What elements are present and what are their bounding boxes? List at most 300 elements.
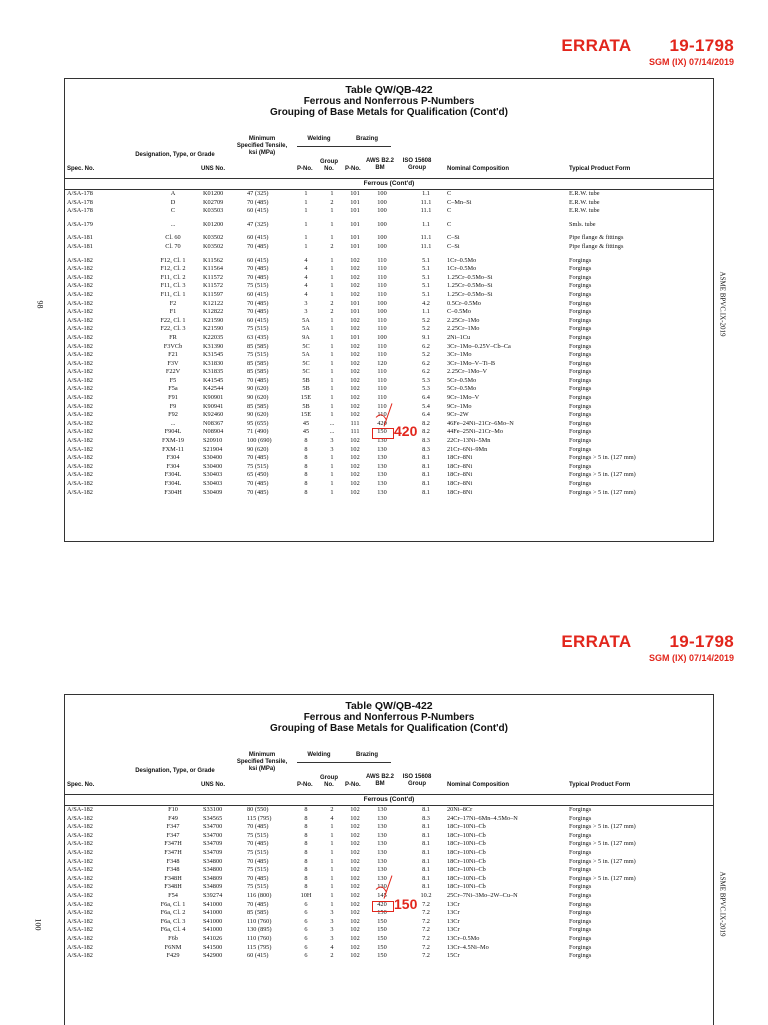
aws-bm: 110 <box>377 351 387 359</box>
uns-no: K31835 <box>203 368 224 376</box>
braze-pno-col-header: P-No. <box>345 166 361 172</box>
aws-bm: 100 <box>377 234 387 242</box>
iso-group: 5.1 <box>422 290 430 298</box>
tensile-col-header: Minimum Specified Tensile, ksi (MPa) <box>236 752 288 772</box>
uns-no: S34809 <box>203 883 223 891</box>
spec-no: A/SA-182 <box>67 806 93 813</box>
uns-no: S41000 <box>203 917 223 925</box>
aws-bm: 100 <box>377 308 387 316</box>
p-no: 4 <box>304 273 308 281</box>
aws-bm-corrected: 150 <box>377 428 387 436</box>
p-no: 4 <box>304 290 308 298</box>
group-no: 1 <box>330 190 334 197</box>
group-no: 1 <box>330 316 334 324</box>
aws-bm: 130 <box>377 874 387 882</box>
braze-p-no: 102 <box>350 265 360 273</box>
spec-no: A/SA-182 <box>67 891 93 899</box>
product-form: Forgings > 5 in. (127 mm) <box>569 857 636 865</box>
p-no: 8 <box>304 445 308 453</box>
braze-p-no: 102 <box>350 952 360 960</box>
nominal-col-header: Nominal Composition <box>447 166 509 172</box>
uns-no: K42544 <box>203 385 224 393</box>
p-no: 8 <box>304 814 308 822</box>
nominal-composition: 2.25Cr–1Mo <box>447 316 480 324</box>
aws-bm: 110 <box>377 385 387 393</box>
uns-no: K92460 <box>203 411 224 419</box>
product-form: Forgings <box>569 376 592 384</box>
aws-bm: 130 <box>377 857 387 865</box>
tensile: 70 (485) <box>247 840 269 848</box>
group-no: 1 <box>330 207 334 215</box>
correction-strike <box>65 79 713 541</box>
group-no: 1 <box>330 359 334 367</box>
tensile: 115 (795) <box>247 943 272 951</box>
aws-bm: 100 <box>377 299 387 307</box>
braze-p-no: 102 <box>350 831 360 839</box>
group-no: 2 <box>330 952 334 960</box>
tensile: 71 (490) <box>247 428 269 436</box>
tensile: 70 (485) <box>247 480 269 487</box>
iso-group: 8.1 <box>422 806 430 813</box>
aws-bm: 130 <box>377 823 387 831</box>
nominal-composition: C <box>447 207 452 215</box>
p-no: 8 <box>304 883 308 891</box>
braze-p-no: 102 <box>350 806 360 813</box>
uns-no: K31830 <box>203 359 224 367</box>
group-no: 1 <box>330 848 334 856</box>
designation: F348 <box>166 866 180 874</box>
iso-group: 5.2 <box>422 316 430 324</box>
uns-no: K01200 <box>203 220 224 228</box>
iso-group: 8.1 <box>422 840 430 848</box>
uns-no: S34709 <box>203 840 223 848</box>
p-no: 5A <box>302 316 310 324</box>
aws-bm: 110 <box>377 265 387 273</box>
nominal-composition: 18Cr–10Ni–Cb <box>447 874 486 882</box>
side-running-text: ASME BPVC.IX-2019 <box>718 271 727 337</box>
spec-no: A/SA-182 <box>67 874 93 882</box>
iso-col-header: ISO 15608 Group <box>402 774 432 787</box>
p-no: 4 <box>304 256 308 264</box>
braze-p-no: 102 <box>350 342 360 350</box>
tensile: 75 (515) <box>247 351 269 359</box>
group-col-header: Group No. <box>320 775 338 788</box>
product-form: Forgings > 5 in. (127 mm) <box>569 874 636 882</box>
braze-p-no: 102 <box>350 256 360 264</box>
designation: F348H <box>164 883 182 891</box>
nominal-composition: 13Cr <box>447 909 460 917</box>
group-no: 1 <box>330 368 334 376</box>
uns-no: S33100 <box>203 806 223 813</box>
spec-no: A/SA-182 <box>67 385 93 393</box>
table-title: Table QW/QB-422 Ferrous and Nonferrous P-Numbers Grouping of Base Metals for Qualification (Cont'd) <box>270 700 508 734</box>
iso-group: 1.1 <box>422 308 430 316</box>
product-form: Forgings <box>569 806 592 813</box>
uns-no: K12122 <box>203 299 224 307</box>
group-no: 1 <box>330 891 334 899</box>
tensile: 60 (415) <box>247 290 269 298</box>
spec-no: A/SA-181 <box>67 234 93 242</box>
iso-group: 11.1 <box>420 234 432 242</box>
tensile: 90 (620) <box>247 385 269 393</box>
uns-no: S41000 <box>203 900 223 908</box>
errata-header-1 <box>561 36 734 67</box>
group-no: ... <box>329 428 335 436</box>
uns-no: N08904 <box>203 428 224 436</box>
iso-group: 5.1 <box>422 282 430 290</box>
side-running-text: ASME BPVC.IX-2019 <box>718 871 727 937</box>
braze-p-no: 102 <box>350 351 360 359</box>
spec-no: A/SA-182 <box>67 926 93 934</box>
nominal-composition: C <box>447 220 452 228</box>
tensile: 90 (620) <box>247 445 269 453</box>
product-form: Forgings <box>569 831 592 839</box>
spec-no: A/SA-178 <box>67 198 93 206</box>
page-number: 98 <box>35 300 45 309</box>
product-form: E.R.W. tube <box>569 198 600 206</box>
braze-p-no: 101 <box>350 220 360 228</box>
spec-no: A/SA-182 <box>67 325 93 333</box>
spec-no: A/SA-182 <box>67 290 93 298</box>
p-no: 8 <box>304 866 308 874</box>
aws-bm: 100 <box>377 220 387 228</box>
braze-p-no: 102 <box>350 411 360 419</box>
product-form: Forgings > 5 in. (127 mm) <box>569 840 636 848</box>
p-no: 6 <box>304 952 308 960</box>
designation: F22V <box>165 368 181 376</box>
group-no: 1 <box>330 290 334 298</box>
spec-no: A/SA-182 <box>67 437 93 445</box>
group-no: 1 <box>330 402 334 410</box>
designation: FXM-19 <box>161 437 185 445</box>
designation: F347H <box>164 840 182 848</box>
group-no: 2 <box>330 242 334 250</box>
aws-bm: 150 <box>377 909 387 917</box>
tensile: 75 (515) <box>247 883 269 891</box>
group-no: 1 <box>330 823 334 831</box>
p-no: 15E <box>300 394 312 402</box>
group-no: 1 <box>330 256 334 264</box>
group-no: 2 <box>330 198 334 206</box>
braze-p-no: 102 <box>350 273 360 281</box>
group-no: 3 <box>330 445 334 453</box>
p-no: 6 <box>304 943 308 951</box>
designation: F6a, Cl. 1 <box>160 900 186 908</box>
nominal-composition: C <box>447 190 452 197</box>
p-no: 8 <box>304 857 308 865</box>
nominal-composition: 1Cr–0.5Mo <box>447 265 477 273</box>
uns-no: K03503 <box>203 207 224 215</box>
uns-no: K90941 <box>203 402 224 410</box>
nominal-composition: 18Cr–10Ni–Cb <box>447 857 486 865</box>
designation: F304 <box>166 454 180 462</box>
product-col-header: Typical Product Form <box>569 166 631 172</box>
p-no: 1 <box>304 242 308 250</box>
designation: F304 <box>166 462 180 470</box>
uns-no: S30403 <box>203 480 223 487</box>
iso-group: 5.1 <box>422 256 430 264</box>
tensile: 70 (485) <box>247 823 269 831</box>
p-no: 8 <box>304 840 308 848</box>
aws-bm: 130 <box>377 437 387 445</box>
product-col-header: Typical Product Form <box>569 782 631 788</box>
p-no: 6 <box>304 900 308 908</box>
pno-col-header: P-No. <box>297 166 313 172</box>
uns-no: S34700 <box>203 823 223 831</box>
errata-label: ERRATA <box>561 36 632 55</box>
iso-group: 8.1 <box>422 866 430 874</box>
product-form: Forgings <box>569 333 592 341</box>
group-no: 1 <box>330 325 334 333</box>
product-form: Forgings > 5 in. (127 mm) <box>569 823 636 831</box>
iso-group: 7.2 <box>422 917 430 925</box>
group-no: 4 <box>330 814 334 822</box>
designation: F11, Cl. 1 <box>160 290 186 298</box>
iso-group: 8.1 <box>422 462 430 470</box>
braze-p-no: 101 <box>350 242 360 250</box>
iso-group: 5.2 <box>422 351 430 359</box>
nominal-composition: 1.25Cr–0.5Mo–Si <box>447 273 493 281</box>
iso-group: 8.1 <box>422 480 430 487</box>
braze-p-no: 102 <box>350 900 360 908</box>
group-no: 1 <box>330 411 334 419</box>
tensile: 75 (515) <box>247 831 269 839</box>
group-no: 2 <box>330 299 334 307</box>
group-no: 1 <box>330 394 334 402</box>
group-no: 1 <box>330 351 334 359</box>
designation: F22, Cl. 3 <box>160 325 186 333</box>
spec-no: A/SA-182 <box>67 840 93 848</box>
spec-no: A/SA-182 <box>67 857 93 865</box>
aws-bm: 130 <box>377 814 387 822</box>
iso-group: 8.1 <box>422 848 430 856</box>
spec-no: A/SA-182 <box>67 454 93 462</box>
product-form: Forgings <box>569 351 592 359</box>
product-form: Forgings <box>569 342 592 350</box>
spec-no: A/SA-178 <box>67 207 93 215</box>
nominal-composition: 25Cr–7Ni–3Mo–2W–Cu–N <box>447 891 518 899</box>
aws-bm: 130 <box>377 866 387 874</box>
braze-p-no: 102 <box>350 454 360 462</box>
spec-no: A/SA-179 <box>67 220 93 228</box>
nominal-composition: 46Fe–24Ni–21Cr–6Mo–N <box>447 419 514 427</box>
tensile: 85 (585) <box>247 909 269 917</box>
designation: F54 <box>168 891 178 899</box>
designation: F348H <box>164 874 182 882</box>
uns-no: K02709 <box>203 198 224 206</box>
braze-p-no: 102 <box>350 359 360 367</box>
product-form: Forgings <box>569 943 592 951</box>
tensile: 110 (760) <box>247 917 272 925</box>
spec-no: A/SA-182 <box>67 480 93 487</box>
uns-no: K11572 <box>203 282 224 290</box>
tensile: 116 (800) <box>247 891 272 899</box>
spec-no: A/SA-182 <box>67 316 93 324</box>
uns-no: K11572 <box>203 273 224 281</box>
uns-no: S20910 <box>203 437 223 445</box>
p-no: 8 <box>304 848 308 856</box>
product-form: Forgings <box>569 917 592 925</box>
tensile: 85 (585) <box>247 368 269 376</box>
p-no: 5C <box>302 359 310 367</box>
iso-group: 7.2 <box>422 926 430 934</box>
uns-no: S39274 <box>203 891 223 899</box>
nominal-composition: 3Cr–1Mo <box>447 351 472 359</box>
braze-p-no: 102 <box>350 848 360 856</box>
errata-header-2 <box>561 632 734 663</box>
iso-group: 6.2 <box>422 368 430 376</box>
iso-group: 8.3 <box>422 445 430 453</box>
product-form: Pipe flange & fittings <box>569 234 624 242</box>
group-no: 1 <box>330 385 334 393</box>
uns-no: S34709 <box>203 848 223 856</box>
spec-no: A/SA-182 <box>67 273 93 281</box>
iso-col-header: ISO 15608 Group <box>402 158 432 171</box>
iso-group: 5.2 <box>422 325 430 333</box>
designation: F6a, Cl. 2 <box>160 909 186 917</box>
nominal-composition: 21Cr–6Ni–9Mn <box>447 445 488 453</box>
product-form: Forgings <box>569 368 592 376</box>
braze-p-no: 102 <box>350 488 360 496</box>
product-form: Forgings <box>569 934 592 942</box>
iso-group: 4.2 <box>422 299 430 307</box>
p-no: 45 <box>302 419 310 427</box>
group-no: 1 <box>330 866 334 874</box>
nominal-composition: 18Cr–8Ni <box>447 454 473 462</box>
designation: F5 <box>169 376 177 384</box>
braze-p-no: 102 <box>350 883 360 891</box>
errata-subtitle: SGM (IX) 07/14/2019 <box>648 57 734 67</box>
designation: A <box>170 190 176 197</box>
spec-col-header: Spec. No. <box>67 782 95 788</box>
aws-bm: 130 <box>377 471 387 479</box>
spec-no: A/SA-182 <box>67 488 93 496</box>
iso-group: 1.1 <box>422 190 430 197</box>
aws-bm: 110 <box>377 316 387 324</box>
spec-no: A/SA-182 <box>67 900 93 908</box>
tensile: 85 (585) <box>247 359 269 367</box>
pno-col-header: P-No. <box>297 782 313 788</box>
uns-no: K01200 <box>203 190 224 197</box>
nominal-composition: 13Cr–4.5Ni–Mo <box>447 943 489 951</box>
p-no: 5A <box>302 325 310 333</box>
braze-p-no: 101 <box>350 207 360 215</box>
product-form: Pipe flange & fittings <box>569 242 624 250</box>
aws-bm: 110 <box>377 376 387 384</box>
nominal-composition: C–Si <box>447 234 460 242</box>
nominal-composition: 5Cr–0.5Mo <box>447 385 477 393</box>
p-no: 5B <box>302 376 310 384</box>
p-no: 8 <box>304 454 308 462</box>
spec-no: A/SA-182 <box>67 471 93 479</box>
p-no: 5B <box>302 385 310 393</box>
iso-group: 5.1 <box>422 273 430 281</box>
tensile: 75 (515) <box>247 282 269 290</box>
designation-col-header: Designation, Type, or Grade <box>135 152 215 158</box>
group-no: 3 <box>330 934 334 942</box>
group-no: 1 <box>330 265 334 273</box>
tensile: 70 (485) <box>247 488 269 496</box>
product-form: Forgings <box>569 282 592 290</box>
tensile: 70 (485) <box>247 376 269 384</box>
spec-no: A/SA-182 <box>67 934 93 942</box>
spec-no: A/SA-182 <box>67 359 93 367</box>
tensile: 115 (795) <box>247 814 272 822</box>
welding-header: Welding <box>307 136 331 142</box>
p-no: 8 <box>304 488 308 496</box>
uns-no: S30409 <box>203 488 223 496</box>
product-form: Smls. tube <box>569 220 596 228</box>
spec-no: A/SA-182 <box>67 462 93 470</box>
product-form: Forgings > 5 in. (127 mm) <box>569 471 636 479</box>
nominal-composition: 2.25Cr–1Mo–V <box>447 368 488 376</box>
product-form: Forgings <box>569 325 592 333</box>
braze-p-no: 102 <box>350 926 360 934</box>
spec-no: A/SA-182 <box>67 376 93 384</box>
braze-p-no: 101 <box>350 308 360 316</box>
p-no: 1 <box>304 198 308 206</box>
product-form: Forgings <box>569 428 592 436</box>
p-no: 8 <box>304 471 308 479</box>
p-no: 8 <box>304 806 308 813</box>
spec-no: A/SA-182 <box>67 445 93 453</box>
designation: D <box>170 198 176 206</box>
designation: F5a <box>168 385 178 393</box>
designation: F10 <box>168 806 178 813</box>
product-form: Forgings <box>569 394 592 402</box>
designation: C <box>170 207 176 215</box>
braze-p-no: 102 <box>350 840 360 848</box>
p-no: 1 <box>304 190 308 197</box>
tensile: 60 (415) <box>247 207 269 215</box>
aws-bm: 110 <box>377 411 387 419</box>
group-no: 1 <box>330 480 334 487</box>
tensile: 75 (515) <box>247 866 269 874</box>
group-no: 3 <box>330 926 334 934</box>
p-no: 1 <box>304 220 308 228</box>
designation: FR <box>169 333 177 341</box>
p-no: 5B <box>302 402 310 410</box>
product-form: Forgings <box>569 480 592 487</box>
spec-no: A/SA-182 <box>67 419 93 427</box>
product-form: Forgings <box>569 385 592 393</box>
designation: F347 <box>166 831 180 839</box>
nominal-composition: 13Cr–0.5Mo <box>447 934 480 942</box>
group-no: 3 <box>330 917 334 925</box>
designation: F347H <box>164 848 182 856</box>
product-form: Forgings <box>569 437 592 445</box>
iso-group: 8.1 <box>422 471 430 479</box>
designation: F12, Cl. 2 <box>160 265 186 273</box>
iso-group: 9.1 <box>422 333 430 341</box>
product-form: Forgings > 5 in. (127 mm) <box>569 454 636 462</box>
uns-no: N08367 <box>203 419 224 427</box>
errata-subtitle: SGM (IX) 07/14/2019 <box>648 653 734 663</box>
aws-bm: 100 <box>377 190 387 197</box>
tensile: 70 (485) <box>247 242 269 250</box>
nominal-composition: 18Cr–10Ni–Cb <box>447 840 486 848</box>
iso-group: 8.1 <box>422 454 430 462</box>
p-no: 1 <box>304 234 308 242</box>
uns-no: K11597 <box>203 290 224 298</box>
product-form: Forgings <box>569 952 592 960</box>
braze-p-no: 102 <box>350 437 360 445</box>
nominal-composition: 18Cr–8Ni <box>447 488 473 496</box>
p-no: 6 <box>304 909 308 917</box>
brazing-header: Brazing <box>355 136 378 142</box>
iso-group: 11.1 <box>420 198 432 206</box>
product-form: Forgings <box>569 316 592 324</box>
